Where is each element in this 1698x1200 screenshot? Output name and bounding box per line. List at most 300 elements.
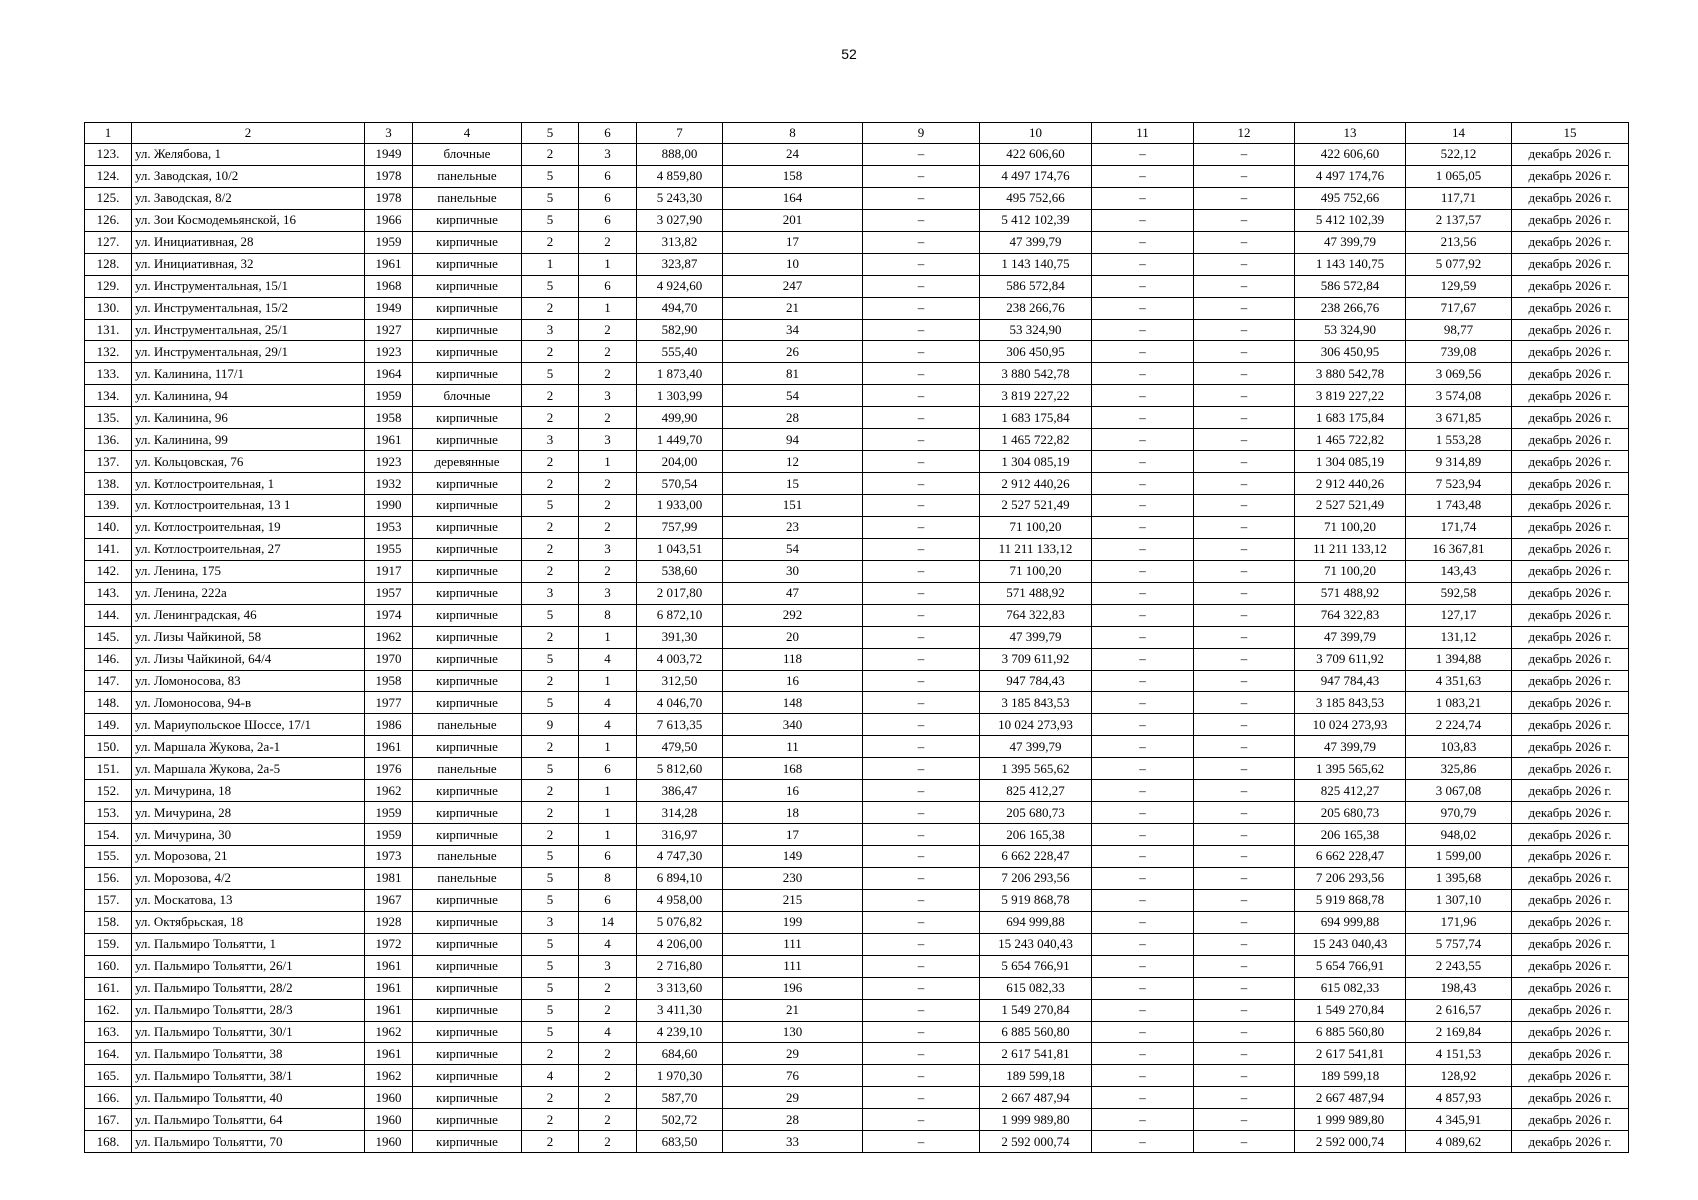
table-cell: – — [1194, 604, 1295, 626]
table-cell: ул. Пальмиро Тольятти, 26/1 — [132, 955, 365, 977]
table-cell: 1972 — [365, 933, 413, 955]
table-cell: 142. — [85, 560, 132, 582]
table-row — [85, 275, 1629, 297]
table-cell: декабрь 2026 г. — [1512, 692, 1629, 714]
table-cell: 137. — [85, 451, 132, 473]
table-cell: 53 324,90 — [1295, 319, 1406, 341]
table-cell: 312,50 — [637, 670, 723, 692]
table-cell: 3 880 542,78 — [980, 363, 1092, 385]
table-cell: – — [1092, 1131, 1194, 1153]
table-cell: 1957 — [365, 582, 413, 604]
table-cell: 230 — [723, 867, 863, 889]
table-cell: 1958 — [365, 670, 413, 692]
table-cell: 5 — [522, 648, 579, 670]
table-cell: 9 314,89 — [1406, 451, 1512, 473]
table-cell: 33 — [723, 1131, 863, 1153]
table-cell: 2 017,80 — [637, 582, 723, 604]
table-row — [85, 824, 1629, 846]
table-cell: 2 169,84 — [1406, 1021, 1512, 1043]
table-cell: 2 — [522, 407, 579, 429]
table-cell: 2 — [522, 560, 579, 582]
table-cell: 117,71 — [1406, 187, 1512, 209]
table-cell: – — [1092, 736, 1194, 758]
table-cell: 205 680,73 — [1295, 802, 1406, 824]
table-cell: 1964 — [365, 363, 413, 385]
table-cell: – — [863, 341, 980, 363]
table-cell: 20 — [723, 626, 863, 648]
table-cell: 127. — [85, 231, 132, 253]
table-cell: – — [1194, 495, 1295, 517]
table-cell: кирпичные — [413, 780, 522, 802]
table-cell: ул. Заводская, 10/2 — [132, 165, 365, 187]
table-row — [85, 1021, 1629, 1043]
table-cell: кирпичные — [413, 604, 522, 626]
table-cell: декабрь 2026 г. — [1512, 824, 1629, 846]
table-cell: – — [863, 144, 980, 166]
table-cell: ул. Ленина, 222а — [132, 582, 365, 604]
table-cell: 128,92 — [1406, 1065, 1512, 1087]
table-cell: 694 999,88 — [980, 911, 1092, 933]
table-cell: ул. Мичурина, 30 — [132, 824, 365, 846]
table-cell: 11 211 133,12 — [980, 538, 1092, 560]
table-cell: 5 919 868,78 — [980, 889, 1092, 911]
table-cell: – — [1194, 911, 1295, 933]
table-row — [85, 736, 1629, 758]
table-cell: ул. Инструментальная, 29/1 — [132, 341, 365, 363]
table-cell: – — [1194, 780, 1295, 802]
table-cell: – — [1194, 319, 1295, 341]
table-cell: 198,43 — [1406, 977, 1512, 999]
table-cell: – — [1194, 692, 1295, 714]
registry-table — [84, 122, 1629, 1153]
table-cell: 3 185 843,53 — [1295, 692, 1406, 714]
column-header: 6 — [579, 123, 637, 144]
table-cell: 2 912 440,26 — [980, 473, 1092, 495]
table-cell: 592,58 — [1406, 582, 1512, 604]
table-cell: 141. — [85, 538, 132, 560]
table-cell: – — [863, 516, 980, 538]
table-cell: – — [1194, 648, 1295, 670]
table-cell: декабрь 2026 г. — [1512, 582, 1629, 604]
table-cell: 1 — [579, 253, 637, 275]
table-cell: 1966 — [365, 209, 413, 231]
table-row — [85, 495, 1629, 517]
table-cell: 1961 — [365, 736, 413, 758]
table-cell: 71 100,20 — [1295, 560, 1406, 582]
table-cell: 3 819 227,22 — [980, 385, 1092, 407]
table-cell: 171,74 — [1406, 516, 1512, 538]
table-cell: деревянные — [413, 451, 522, 473]
table-cell: 316,97 — [637, 824, 723, 846]
table-cell: 5 — [522, 977, 579, 999]
table-cell: 1 303,99 — [637, 385, 723, 407]
table-cell: – — [1194, 516, 1295, 538]
table-cell: – — [1194, 253, 1295, 275]
table-cell: 1 065,05 — [1406, 165, 1512, 187]
table-cell: декабрь 2026 г. — [1512, 714, 1629, 736]
table-cell: 1955 — [365, 538, 413, 560]
table-cell: 323,87 — [637, 253, 723, 275]
table-cell: 71 100,20 — [980, 560, 1092, 582]
table-cell: – — [863, 780, 980, 802]
table-cell: – — [1092, 473, 1194, 495]
table-cell: 2 — [522, 451, 579, 473]
table-cell: кирпичные — [413, 626, 522, 648]
table-cell: 4 859,80 — [637, 165, 723, 187]
table-cell: 1978 — [365, 187, 413, 209]
table-cell: 71 100,20 — [1295, 516, 1406, 538]
table-cell: 3 067,08 — [1406, 780, 1512, 802]
table-cell: 168. — [85, 1131, 132, 1153]
table-row — [85, 648, 1629, 670]
table-cell: 152. — [85, 780, 132, 802]
table-cell: 717,67 — [1406, 297, 1512, 319]
table-cell: 325,86 — [1406, 758, 1512, 780]
table-cell: 5 412 102,39 — [980, 209, 1092, 231]
table-cell: 3 — [579, 385, 637, 407]
table-cell: декабрь 2026 г. — [1512, 297, 1629, 319]
table-cell: 4 089,62 — [1406, 1131, 1512, 1153]
table-cell: 94 — [723, 429, 863, 451]
table-cell: ул. Калинина, 117/1 — [132, 363, 365, 385]
table-cell: – — [863, 473, 980, 495]
table-cell: – — [1194, 758, 1295, 780]
table-cell: – — [1092, 692, 1194, 714]
table-cell: 1927 — [365, 319, 413, 341]
table-cell: 1 — [579, 802, 637, 824]
table-cell: – — [1092, 824, 1194, 846]
table-cell: 213,56 — [1406, 231, 1512, 253]
table-cell: ул. Инструментальная, 15/2 — [132, 297, 365, 319]
table-row — [85, 780, 1629, 802]
table-cell: 1 599,00 — [1406, 846, 1512, 868]
table-cell: 205 680,73 — [980, 802, 1092, 824]
table-cell: панельные — [413, 867, 522, 889]
column-header: 11 — [1092, 123, 1194, 144]
table-cell: 1961 — [365, 429, 413, 451]
table-cell: 125. — [85, 187, 132, 209]
table-cell: 2 — [522, 144, 579, 166]
table-cell: 306 450,95 — [1295, 341, 1406, 363]
table-row — [85, 802, 1629, 824]
table-cell: декабрь 2026 г. — [1512, 604, 1629, 626]
table-cell: 694 999,88 — [1295, 911, 1406, 933]
table-cell: – — [1092, 187, 1194, 209]
table-cell: – — [863, 209, 980, 231]
table-cell: 47 399,79 — [1295, 626, 1406, 648]
table-cell: 47 — [723, 582, 863, 604]
table-cell: кирпичные — [413, 1087, 522, 1109]
table-cell: 143,43 — [1406, 560, 1512, 582]
table-row — [85, 582, 1629, 604]
table-cell: 168 — [723, 758, 863, 780]
table-cell: 6 — [579, 846, 637, 868]
table-cell: кирпичные — [413, 1065, 522, 1087]
table-cell: 118 — [723, 648, 863, 670]
table-cell: – — [1092, 253, 1194, 275]
table-cell: – — [863, 495, 980, 517]
table-cell: – — [1194, 736, 1295, 758]
table-row — [85, 714, 1629, 736]
table-row — [85, 692, 1629, 714]
table-cell: ул. Мариупольское Шоссе, 17/1 — [132, 714, 365, 736]
table-cell: 47 399,79 — [980, 626, 1092, 648]
table-cell: 2 617 541,81 — [980, 1043, 1092, 1065]
table-cell: – — [863, 385, 980, 407]
table-cell: 4 — [522, 1065, 579, 1087]
table-cell: кирпичные — [413, 560, 522, 582]
table-cell: кирпичные — [413, 692, 522, 714]
table-cell: 155. — [85, 846, 132, 868]
table-cell: 5 412 102,39 — [1295, 209, 1406, 231]
table-cell: – — [1092, 999, 1194, 1021]
table-row — [85, 473, 1629, 495]
header-row — [85, 123, 1629, 144]
table-cell: 132. — [85, 341, 132, 363]
table-cell: – — [863, 670, 980, 692]
table-cell: 1932 — [365, 473, 413, 495]
table-cell: – — [1092, 363, 1194, 385]
table-cell: – — [1092, 429, 1194, 451]
table-cell: ул. Маршала Жукова, 2а-5 — [132, 758, 365, 780]
table-cell: кирпичные — [413, 889, 522, 911]
table-cell: 4 — [579, 692, 637, 714]
table-cell: 1953 — [365, 516, 413, 538]
table-cell: 151 — [723, 495, 863, 517]
table-cell: 4 497 174,76 — [980, 165, 1092, 187]
table-cell: 7 206 293,56 — [980, 867, 1092, 889]
table-cell: 1960 — [365, 1131, 413, 1153]
table-cell: 17 — [723, 824, 863, 846]
table-cell: кирпичные — [413, 473, 522, 495]
table-cell: – — [863, 758, 980, 780]
table-cell: 7 206 293,56 — [1295, 867, 1406, 889]
table-cell: 1962 — [365, 626, 413, 648]
table-cell: 2 912 440,26 — [1295, 473, 1406, 495]
table-cell: – — [863, 1021, 980, 1043]
table-cell: – — [1092, 1065, 1194, 1087]
table-cell: 215 — [723, 889, 863, 911]
table-cell: 948,02 — [1406, 824, 1512, 846]
column-header: 8 — [723, 123, 863, 144]
table-cell: декабрь 2026 г. — [1512, 780, 1629, 802]
table-cell: – — [1092, 451, 1194, 473]
table-cell: 15 243 040,43 — [1295, 933, 1406, 955]
table-cell: 5 812,60 — [637, 758, 723, 780]
table-cell: 1974 — [365, 604, 413, 626]
table-cell: ул. Мичурина, 18 — [132, 780, 365, 802]
table-cell: – — [1194, 1043, 1295, 1065]
table-cell: – — [863, 933, 980, 955]
table-row — [85, 1043, 1629, 1065]
table-cell: 5 654 766,91 — [1295, 955, 1406, 977]
table-cell: 6 662 228,47 — [1295, 846, 1406, 868]
table-cell: 138. — [85, 473, 132, 495]
table-cell: 739,08 — [1406, 341, 1512, 363]
table-cell: 196 — [723, 977, 863, 999]
table-cell: 149 — [723, 846, 863, 868]
table-cell: – — [1092, 319, 1194, 341]
table-cell: 1 — [579, 824, 637, 846]
table-cell: 1 — [579, 736, 637, 758]
table-cell: – — [1194, 582, 1295, 604]
table-cell: 238 266,76 — [1295, 297, 1406, 319]
table-cell: – — [1092, 1087, 1194, 1109]
table-cell: – — [863, 187, 980, 209]
table-cell: 2 — [579, 495, 637, 517]
table-cell: 47 399,79 — [980, 736, 1092, 758]
table-cell: ул. Калинина, 94 — [132, 385, 365, 407]
table-cell: 1 465 722,82 — [980, 429, 1092, 451]
table-cell: 6 872,10 — [637, 604, 723, 626]
table-cell: 29 — [723, 1043, 863, 1065]
table-cell: 4 958,00 — [637, 889, 723, 911]
table-cell: 164 — [723, 187, 863, 209]
table-cell: 5 — [522, 275, 579, 297]
table-cell: 2 — [579, 341, 637, 363]
table-cell: 1961 — [365, 999, 413, 1021]
table-cell: 555,40 — [637, 341, 723, 363]
table-cell: 6 — [579, 187, 637, 209]
table-cell: – — [1194, 889, 1295, 911]
table-cell: декабрь 2026 г. — [1512, 1065, 1629, 1087]
table-cell: – — [1092, 802, 1194, 824]
table-cell: ул. Лизы Чайкиной, 58 — [132, 626, 365, 648]
table-cell: 1 970,30 — [637, 1065, 723, 1087]
table-cell: 1 394,88 — [1406, 648, 1512, 670]
table-cell: 2 527 521,49 — [980, 495, 1092, 517]
table-cell: 3 — [522, 319, 579, 341]
table-cell: 8 — [579, 604, 637, 626]
table-cell: – — [863, 604, 980, 626]
table-cell: 3 313,60 — [637, 977, 723, 999]
table-cell: – — [1092, 911, 1194, 933]
table-cell: – — [863, 451, 980, 473]
table-cell: – — [863, 538, 980, 560]
table-cell: ул. Пальмиро Тольятти, 64 — [132, 1109, 365, 1131]
table-cell: декабрь 2026 г. — [1512, 209, 1629, 231]
table-cell: 314,28 — [637, 802, 723, 824]
table-row — [85, 385, 1629, 407]
table-cell: декабрь 2026 г. — [1512, 165, 1629, 187]
table-cell: 163. — [85, 1021, 132, 1043]
table-cell: – — [1194, 802, 1295, 824]
table-cell: 2 — [579, 319, 637, 341]
table-cell: 4 857,93 — [1406, 1087, 1512, 1109]
table-cell: ул. Котлостроительная, 27 — [132, 538, 365, 560]
table-cell: 3 574,08 — [1406, 385, 1512, 407]
table-cell: 1977 — [365, 692, 413, 714]
table-cell: ул. Пальмиро Тольятти, 70 — [132, 1131, 365, 1153]
table-cell: 3 880 542,78 — [1295, 363, 1406, 385]
table-cell: 3 — [579, 955, 637, 977]
table-cell: 1960 — [365, 1087, 413, 1109]
table-cell: 3 — [522, 582, 579, 604]
table-cell: декабрь 2026 г. — [1512, 319, 1629, 341]
table-cell: – — [1092, 516, 1194, 538]
table-cell: – — [1092, 867, 1194, 889]
table-cell: 2 527 521,49 — [1295, 495, 1406, 517]
table-row — [85, 451, 1629, 473]
table-cell: – — [863, 867, 980, 889]
table-cell: 5 — [522, 1021, 579, 1043]
table-row — [85, 626, 1629, 648]
table-cell: 201 — [723, 209, 863, 231]
table-cell: 2 — [522, 473, 579, 495]
table-cell: – — [1194, 144, 1295, 166]
table-cell: декабрь 2026 г. — [1512, 889, 1629, 911]
table-cell: 4 497 174,76 — [1295, 165, 1406, 187]
column-header: 14 — [1406, 123, 1512, 144]
table-cell: – — [1194, 999, 1295, 1021]
table-cell: 76 — [723, 1065, 863, 1087]
table-cell: 5 — [522, 846, 579, 868]
table-cell: – — [1092, 758, 1194, 780]
table-cell: 111 — [723, 933, 863, 955]
table-cell: 98,77 — [1406, 319, 1512, 341]
table-cell: 10 024 273,93 — [980, 714, 1092, 736]
table-cell: 479,50 — [637, 736, 723, 758]
table-cell: 150. — [85, 736, 132, 758]
table-row — [85, 538, 1629, 560]
table-cell: 2 — [522, 1131, 579, 1153]
table-cell: 161. — [85, 977, 132, 999]
table-cell: 28 — [723, 1109, 863, 1131]
table-cell: 167. — [85, 1109, 132, 1131]
table-cell: – — [1194, 977, 1295, 999]
table-cell: 4 345,91 — [1406, 1109, 1512, 1131]
table-cell: 204,00 — [637, 451, 723, 473]
table-cell: – — [863, 1109, 980, 1131]
table-cell: ул. Заводская, 8/2 — [132, 187, 365, 209]
table-cell: – — [1194, 363, 1295, 385]
table-cell: 47 399,79 — [980, 231, 1092, 253]
table-cell: декабрь 2026 г. — [1512, 846, 1629, 868]
table-cell: 2 — [522, 1043, 579, 1065]
table-cell: 3 709 611,92 — [980, 648, 1092, 670]
table-cell: ул. Морозова, 21 — [132, 846, 365, 868]
table-cell: – — [863, 165, 980, 187]
table-cell: – — [1092, 538, 1194, 560]
table-cell: – — [1194, 385, 1295, 407]
table-cell: – — [863, 824, 980, 846]
table-cell: 165. — [85, 1065, 132, 1087]
table-row — [85, 144, 1629, 166]
table-cell: 1986 — [365, 714, 413, 736]
table-row — [85, 319, 1629, 341]
table-cell: 1917 — [365, 560, 413, 582]
table-cell: кирпичные — [413, 319, 522, 341]
table-cell: 47 399,79 — [1295, 736, 1406, 758]
table-row — [85, 1087, 1629, 1109]
table-cell: 247 — [723, 275, 863, 297]
table-cell: 1 — [522, 253, 579, 275]
table-cell: панельные — [413, 714, 522, 736]
table-cell: декабрь 2026 г. — [1512, 670, 1629, 692]
table-cell: 14 — [579, 911, 637, 933]
table-cell: 1 743,48 — [1406, 495, 1512, 517]
table-cell: – — [1194, 955, 1295, 977]
table-cell: кирпичные — [413, 495, 522, 517]
table-cell: кирпичные — [413, 297, 522, 319]
table-row — [85, 758, 1629, 780]
table-cell: 5 757,74 — [1406, 933, 1512, 955]
table-cell: – — [1092, 1021, 1194, 1043]
table-cell: 2 617 541,81 — [1295, 1043, 1406, 1065]
table-cell: 499,90 — [637, 407, 723, 429]
table-cell: декабрь 2026 г. — [1512, 736, 1629, 758]
column-header: 5 — [522, 123, 579, 144]
